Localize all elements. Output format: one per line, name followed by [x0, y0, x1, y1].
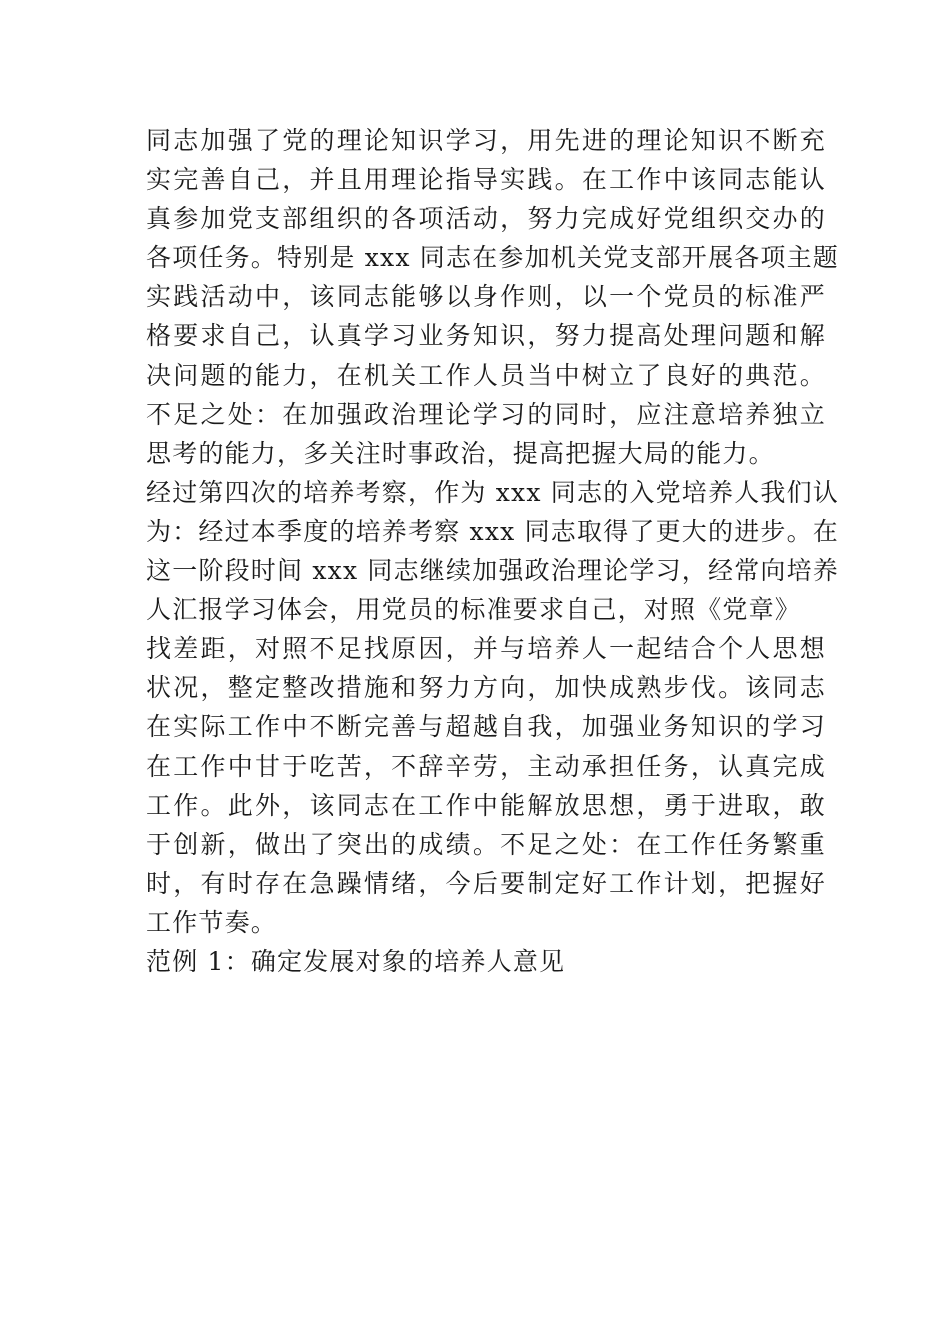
text-line: 同志加强了党的理论知识学习，用先进的理论知识不断充 [146, 126, 826, 155]
text-line: 工作节奏。 [146, 907, 278, 937]
text-line: 人汇报学习体会，用党员的标准要求自己，对照《党章》 [146, 595, 802, 625]
text-line: 不足之处：在加强政治理论学习的同时，应注意培养独立 [146, 399, 826, 429]
text-line: 工作。此外，该同志在工作中能解放思想，勇于进取，敢 [146, 790, 826, 820]
text-line: 于创新，做出了突出的成绩。不足之处：在工作任务繁重 [146, 829, 826, 859]
text-line: 真参加党支部组织的各项活动，努力完成好党组织交办的 [146, 204, 826, 234]
text-line: 格要求自己，认真学习业务知识，努力提高处理问题和解 [146, 321, 826, 351]
text-line: 在工作中甘于吃苦，不辞辛劳，主动承担任务，认真完成 [146, 751, 826, 781]
text-line: 状况，整定整改措施和努力方向，加快成熟步伐。该同志 [146, 673, 826, 703]
text-line: 找差距，对照不足找原因，并与培养人一起结合个人思想 [146, 634, 826, 664]
text-line: 在实际工作中不断完善与超越自我，加强业务知识的学习 [146, 712, 826, 742]
text-line: 实践活动中，该同志能够以身作则，以一个党员的标准严 [146, 282, 826, 312]
section-heading: 范例 1：确定发展对象的培养人意见 [146, 946, 566, 976]
text-line: 时，有时存在急躁情绪，今后要制定好工作计划，把握好 [146, 868, 826, 898]
text-line: 决问题的能力，在机关工作人员当中树立了良好的典范。 [146, 360, 826, 390]
text-line: 经过第四次的培养考察，作为 xxx 同志的入党培养人我们认 [146, 477, 839, 507]
text-line: 各项任务。特别是 xxx 同志在参加机关党支部开展各项主题 [146, 243, 839, 273]
text-line: 思考的能力，多关注时事政治，提高把握大局的能力。 [146, 438, 775, 468]
body-text [146, 121, 839, 981]
text-line: 为：经过本季度的培养考察 xxx 同志取得了更大的进步。在 [146, 516, 839, 546]
text-line: 这一阶段时间 xxx 同志继续加强政治理论学习，经常向培养 [146, 556, 839, 586]
text-line: 实完善自己，并且用理论指导实践。在工作中该同志能认 [146, 165, 826, 195]
